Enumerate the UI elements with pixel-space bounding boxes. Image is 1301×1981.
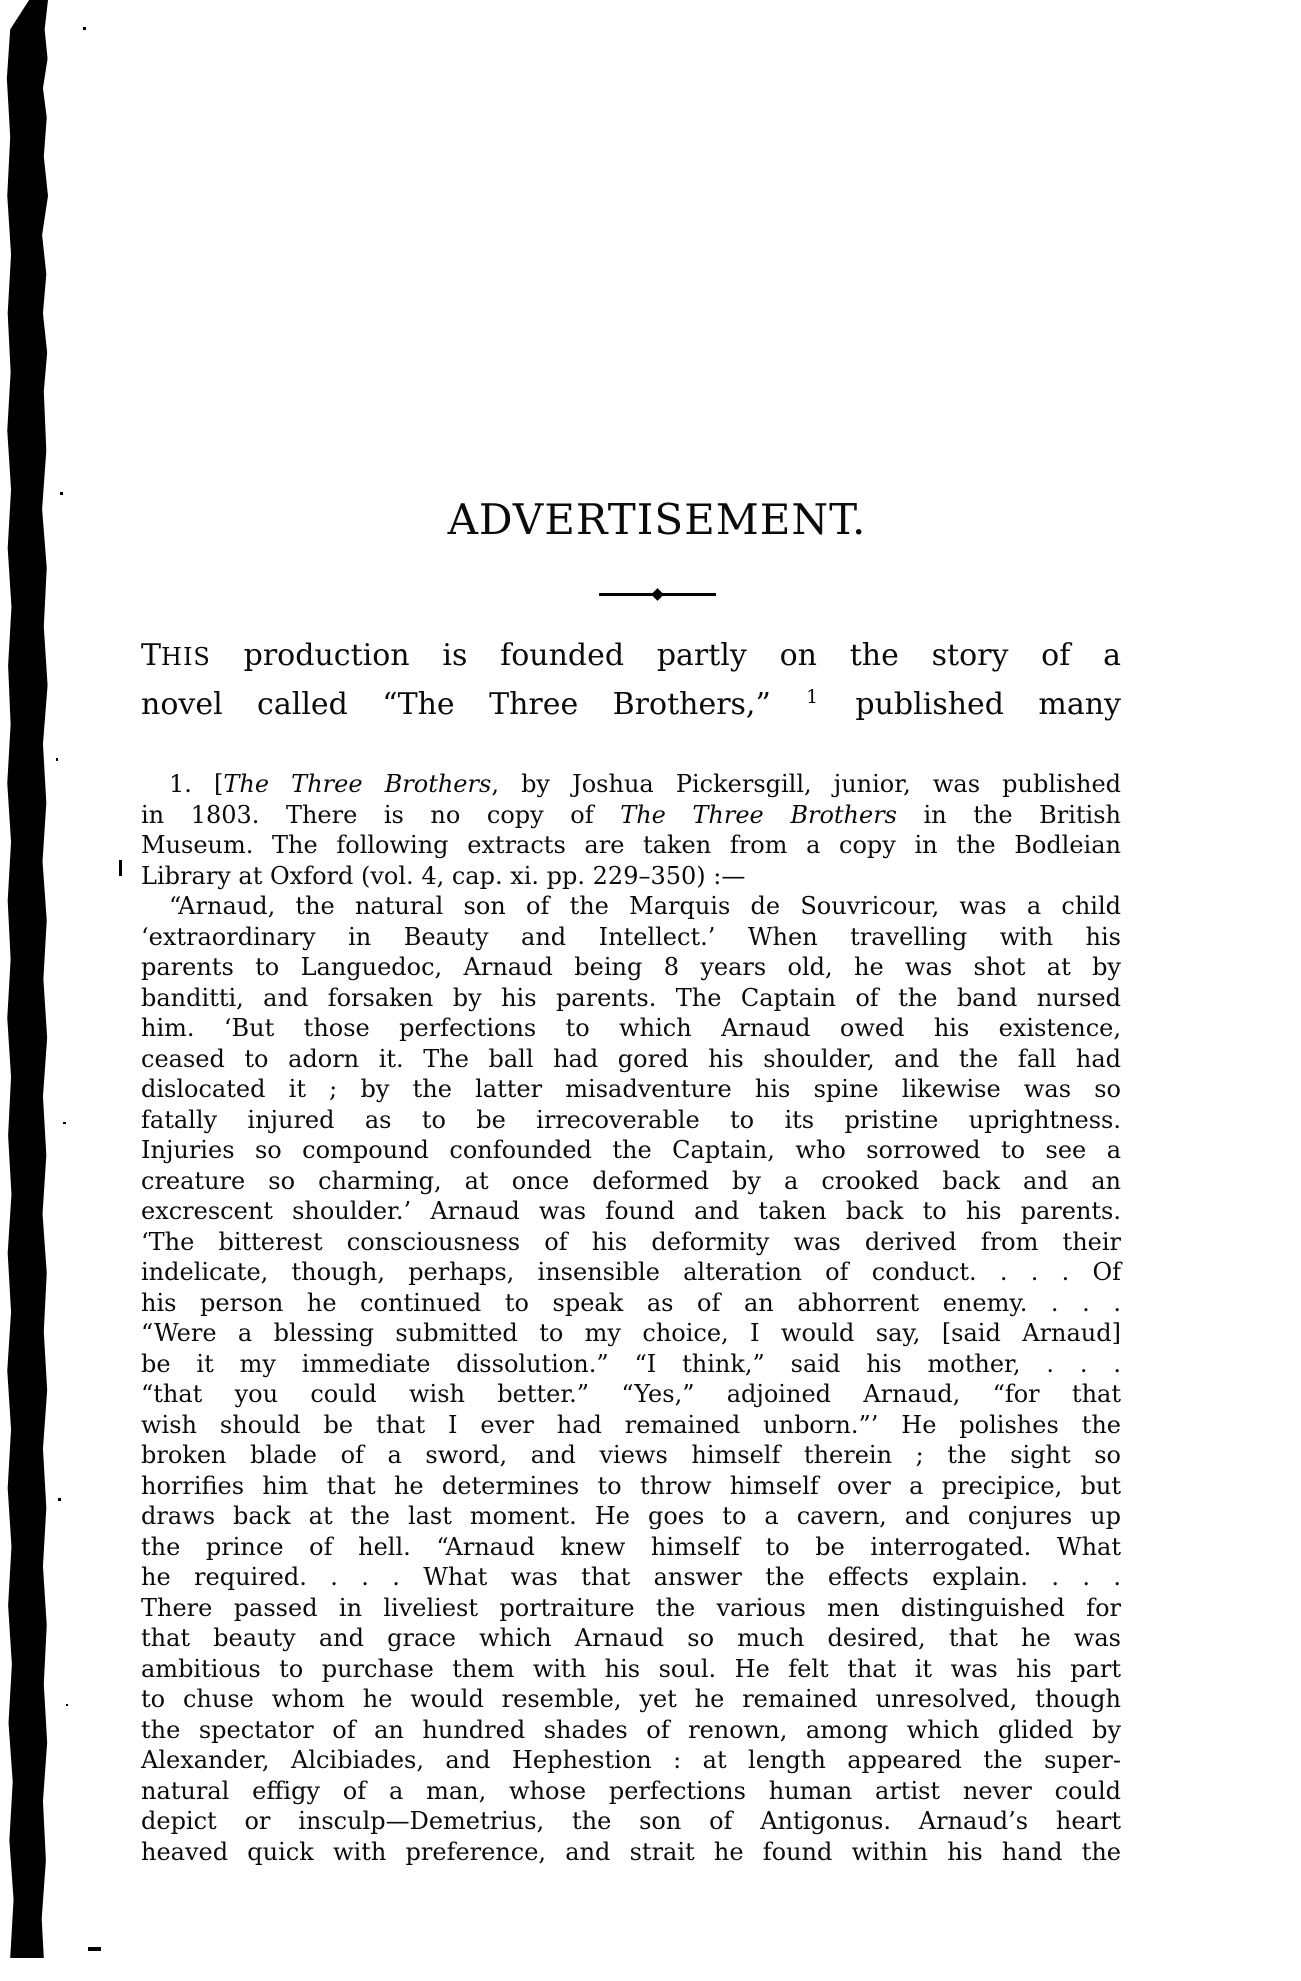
- footnote-line: he required. . . . What was that answer the effects explain. . . .: [141, 1563, 1121, 1591]
- page-title: ADVERTISEMENT.: [447, 495, 867, 544]
- scan-noise: [56, 758, 58, 761]
- scan-noise: [119, 860, 122, 876]
- footnote-line: him. ‘But those perfections to which Arnaud owed his existence,: [141, 1014, 1121, 1042]
- footnote-line: excrescent shoulder.’ Arnaud was found and taken back to his parents.: [141, 1197, 1121, 1225]
- main-paragraph-line-2: [141, 681, 1121, 729]
- footnote-line: wish should be that I ever had remained unborn.”’ He polishes the: [141, 1410, 1121, 1439]
- main-paragraph: [141, 632, 1121, 729]
- footnote-line: natural effigy of a man, whose perfections human artist never could: [141, 1776, 1121, 1805]
- footnote-line: Alexander, Alcibiades, and Hephestion : at length appeared the super-: [141, 1746, 1121, 1774]
- footnote: [141, 769, 1121, 1867]
- footnote-line: creature so charming, at once deformed by a crooked back and an: [141, 1166, 1121, 1195]
- divider-diamond: [651, 588, 664, 601]
- footnote-line: 1. [The Three Brothers, by Joshua Pickersgill, junior, was published: [169, 770, 1122, 798]
- divider-rule-right: [660, 593, 716, 596]
- scan-noise: [66, 1704, 68, 1706]
- scan-noise: [60, 492, 63, 495]
- text-column: [141, 0, 1121, 1867]
- footnote-line: ambitious to purchase them with his soul. He felt that it was his part: [141, 1654, 1121, 1683]
- footnote-line: his person he continued to speak as of an abhorrent enemy. . . .: [141, 1288, 1121, 1317]
- footnote-line: “Were a blessing submitted to my choice, I would say, [said Arnaud]: [141, 1319, 1121, 1347]
- scan-noise: [63, 1122, 66, 1124]
- footnote-line: Injuries so compound confounded the Captain, who sorrowed to see a: [141, 1136, 1121, 1164]
- footnote-line: ‘extraordinary in Beauty and Intellect.’ When travelling with his: [141, 922, 1121, 951]
- footnote-line: dislocated it ; by the latter misadventure his spine likewise was so: [141, 1075, 1121, 1103]
- footnote-line: heaved quick with preference, and strait he found within his hand the: [141, 1837, 1121, 1866]
- footnote-line: fatally injured as to be irrecoverable to its pristine uprightness.: [141, 1105, 1121, 1134]
- footnote-line: ‘The bitterest consciousness of his deformity was derived from their: [141, 1227, 1121, 1256]
- footnote-line: There passed in liveliest portraiture the various men distinguished for: [141, 1593, 1121, 1622]
- scan-edge-artifact: [6, 0, 48, 1958]
- footnote-line: “that you could wish better.” “Yes,” adjoined Arnaud, “for that: [141, 1380, 1121, 1408]
- footnote-reference: 1: [806, 687, 819, 708]
- footnote-line: broken blade of a sword, and views himself therein ; the sight so: [141, 1441, 1121, 1469]
- footnote-line: Library at Oxford (vol. 4, cap. xi. pp. 229–350) :—: [141, 861, 746, 890]
- footnote-line: be it my immediate dissolution.” “I think,” said his mother, . . .: [141, 1349, 1121, 1378]
- scan-noise: [88, 1947, 101, 1951]
- footnote-line: in 1803. There is no copy of The Three Brothers in the British: [141, 800, 1121, 829]
- main-line1-text: production is founded partly on the story of a: [210, 638, 1121, 673]
- footnote-line: the spectator of an hundred shades of renown, among which glided by: [141, 1715, 1121, 1744]
- lead-capital: T: [141, 638, 162, 673]
- footnote-line: indelicate, though, perhaps, insensible alteration of conduct. . . . Of: [141, 1258, 1121, 1286]
- divider-ornament: [167, 590, 1147, 599]
- footnote-line: horrifies him that he determines to throw himself over a precipice, but: [141, 1471, 1121, 1500]
- main-line2-text: novel called “The Three Brothers,”: [141, 687, 806, 722]
- main-paragraph-line-1: [141, 632, 1121, 681]
- scan-noise: [58, 1498, 61, 1501]
- footnote-line: that beauty and grace which Arnaud so much desired, that he was: [141, 1624, 1121, 1652]
- footnote-line: ceased to adorn it. The ball had gored his shoulder, and the fall had: [141, 1044, 1121, 1073]
- divider-rule-left: [599, 593, 655, 596]
- footnote-line: to chuse whom he would resemble, yet he remained unresolved, though: [141, 1685, 1121, 1713]
- footnote-line: depict or insculp—Demetrius, the son of Antigonus. Arnaud’s heart: [141, 1807, 1121, 1835]
- footnote-line: the prince of hell. “Arnaud knew himself to be interrogated. What: [141, 1532, 1121, 1561]
- main-line2-text-after: published many: [821, 687, 1121, 722]
- footnote-line: “Arnaud, the natural son of the Marquis de Souvricour, was a child: [169, 892, 1121, 920]
- footnote-line: Museum. The following extracts are taken from a copy in the Bodleian: [141, 831, 1121, 859]
- footnote-line: parents to Languedoc, Arnaud being 8 years old, he was shot at by: [141, 953, 1121, 981]
- footnote-line: banditti, and forsaken by his parents. The Captain of the band nursed: [141, 983, 1121, 1012]
- footnote-line: draws back at the last moment. He goes to a cavern, and conjures up: [141, 1502, 1121, 1530]
- lead-small-caps: HIS: [161, 643, 211, 671]
- scan-noise: [83, 27, 86, 30]
